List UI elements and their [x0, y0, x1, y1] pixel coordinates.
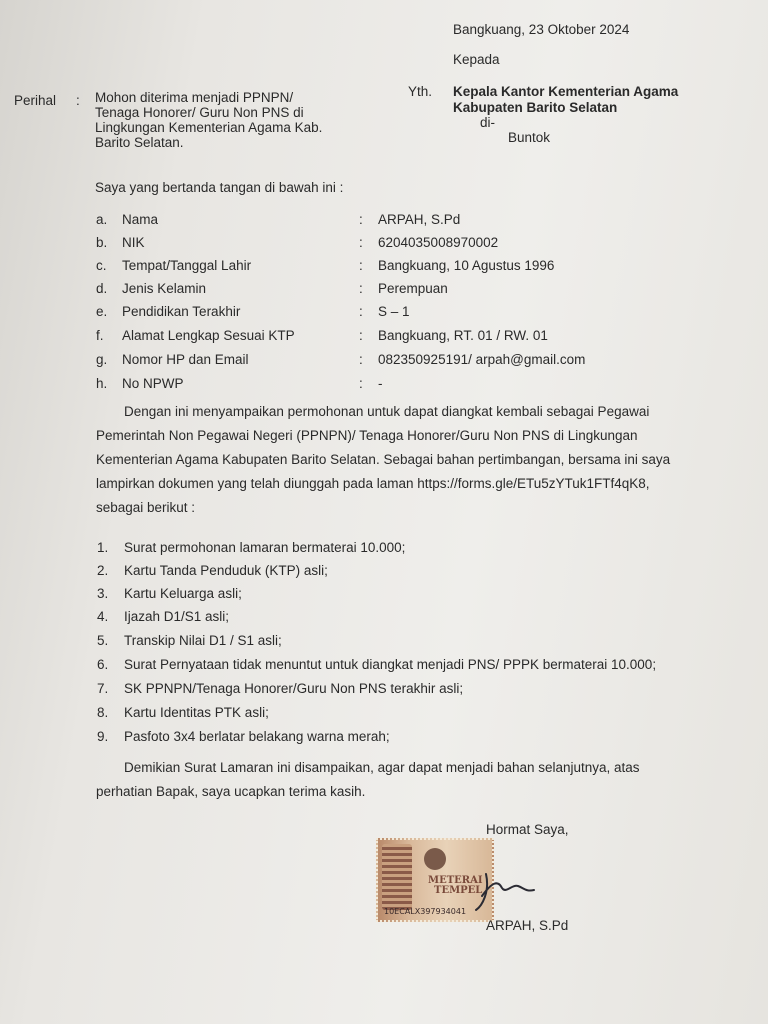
list-item — [0, 705, 768, 727]
identity-row-address — [0, 328, 768, 350]
yth-label: Yth. — [408, 84, 433, 99]
list-text: Kartu Tanda Penduduk (KTP) asli; — [124, 563, 328, 578]
list-number: 1. — [97, 540, 109, 555]
identity-letter: f. — [96, 328, 104, 343]
paragraph-1-line-5: sebagai berikut : — [96, 500, 196, 515]
identity-value: 082350925191/ arpah@gmail.com — [378, 352, 586, 367]
list-text: Transkip Nilai D1 / S1 asli; — [124, 633, 282, 648]
list-item — [0, 657, 768, 679]
identity-row-npwp — [0, 376, 768, 398]
list-number: 7. — [97, 681, 109, 696]
identity-row-ttl — [0, 258, 768, 280]
list-number: 4. — [97, 609, 109, 624]
list-text: Surat Pernyataan tidak menuntut untuk diangkat menjadi PNS/ PPPK bermaterai 10.000; — [124, 657, 657, 672]
list-item — [0, 609, 768, 631]
recipient-line-2: Kabupaten Barito Selatan — [453, 100, 618, 115]
recipient-city: Buntok — [508, 130, 551, 145]
identity-row-nik — [0, 235, 768, 257]
garuda-emblem-icon — [424, 848, 446, 870]
list-text: Surat permohonan lamaran bermaterai 10.000; — [124, 540, 406, 555]
list-text: Kartu Identitas PTK asli; — [124, 705, 269, 720]
identity-label: Nomor HP dan Email — [122, 352, 249, 367]
identity-label: No NPWP — [122, 376, 184, 391]
handwritten-signature — [468, 862, 548, 912]
identity-value: Perempuan — [378, 281, 448, 296]
list-item — [0, 540, 768, 562]
paragraph-1-line-2: Pemerintah Non Pegawai Negeri (PPNPN)/ Tenaga Honorer/Guru Non PNS di Lingkungan — [96, 428, 638, 443]
identity-label: Pendidikan Terakhir — [122, 304, 241, 319]
identity-letter: e. — [96, 304, 108, 319]
closing-greeting: Hormat Saya, — [486, 822, 569, 837]
list-text: SK PPNPN/Tenaga Honorer/Guru Non PNS terakhir asli; — [124, 681, 464, 696]
perihal-line-3: Lingkungan Kementerian Agama Kab. — [95, 120, 323, 135]
identity-label: NIK — [122, 235, 145, 250]
identity-label: Nama — [122, 212, 159, 227]
identity-value: - — [378, 376, 383, 391]
identity-colon: : — [359, 212, 363, 227]
identity-row-contact — [0, 352, 768, 374]
signatory-name: ARPAH, S.Pd — [486, 918, 569, 933]
identity-colon: : — [359, 352, 363, 367]
identity-row-gender — [0, 281, 768, 303]
closing-line-2: perhatian Bapak, saya ucapkan terima kasih. — [96, 784, 366, 799]
identity-value: Bangkuang, RT. 01 / RW. 01 — [378, 328, 548, 343]
identity-row-nama — [0, 212, 768, 234]
perihal-colon: : — [76, 93, 80, 108]
kepada-label: Kepada — [453, 52, 500, 67]
list-number: 6. — [97, 657, 109, 672]
identity-value: ARPAH, S.Pd — [378, 212, 461, 227]
identity-row-education — [0, 304, 768, 326]
recipient-line-1: Kepala Kantor Kementerian Agama — [453, 84, 679, 99]
list-text: Kartu Keluarga asli; — [124, 586, 242, 601]
intro-line: Saya yang bertanda tangan di bawah ini : — [95, 180, 344, 195]
identity-letter: g. — [96, 352, 108, 367]
list-item — [0, 563, 768, 585]
di-label: di- — [480, 115, 496, 130]
perihal-line-2: Tenaga Honorer/ Guru Non PNS di — [95, 105, 304, 120]
paragraph-1-line-3: Kementerian Agama Kabupaten Barito Selatan. Sebagai bahan pertimbangan, bersama ini saya — [96, 452, 671, 467]
identity-value: Bangkuang, 10 Agustus 1996 — [378, 258, 555, 273]
list-number: 8. — [97, 705, 109, 720]
place-date: Bangkuang, 23 Oktober 2024 — [453, 22, 630, 37]
identity-value: S – 1 — [378, 304, 410, 319]
identity-value: 6204035008970002 — [378, 235, 499, 250]
identity-label: Jenis Kelamin — [122, 281, 207, 296]
closing-line-1: Demikian Surat Lamaran ini disampaikan, agar dapat menjadi bahan selanjutnya, atas — [124, 760, 640, 775]
perihal-label: Perihal — [14, 93, 57, 108]
stamp-label: METERAI TEMPEL — [428, 875, 483, 896]
identity-letter: d. — [96, 281, 108, 296]
perihal-line-4: Barito Selatan. — [95, 135, 184, 150]
perihal-line-1: Mohon diterima menjadi PPNPN/ — [95, 90, 294, 105]
identity-letter: h. — [96, 376, 108, 391]
list-text: Pasfoto 3x4 berlatar belakang warna merah; — [124, 729, 390, 744]
identity-letter: c. — [96, 258, 107, 273]
stamp-serial: 10ECALX397934041 — [384, 907, 467, 916]
identity-label: Tempat/Tanggal Lahir — [122, 258, 252, 273]
list-number: 2. — [97, 563, 109, 578]
identity-letter: a. — [96, 212, 108, 227]
list-item — [0, 633, 768, 655]
list-item — [0, 586, 768, 608]
list-text: Ijazah D1/S1 asli; — [124, 609, 230, 624]
list-number: 5. — [97, 633, 109, 648]
list-item — [0, 681, 768, 703]
identity-letter: b. — [96, 235, 108, 250]
identity-colon: : — [359, 328, 363, 343]
paragraph-1-line-4: lampirkan dokumen yang telah diunggah pada laman https://forms.gle/ETu5zYTuk1FTf4qK8, — [96, 476, 650, 491]
stamp-pattern — [382, 844, 412, 910]
identity-colon: : — [359, 376, 363, 391]
identity-label: Alamat Lengkap Sesuai KTP — [122, 328, 295, 343]
identity-colon: : — [359, 281, 363, 296]
list-item — [0, 729, 768, 751]
list-number: 9. — [97, 729, 109, 744]
identity-colon: : — [359, 304, 363, 319]
list-number: 3. — [97, 586, 109, 601]
identity-colon: : — [359, 258, 363, 273]
identity-colon: : — [359, 235, 363, 250]
paragraph-1-line-1: Dengan ini menyampaikan permohonan untuk dapat diangkat kembali sebagai Pegawai — [124, 404, 650, 419]
